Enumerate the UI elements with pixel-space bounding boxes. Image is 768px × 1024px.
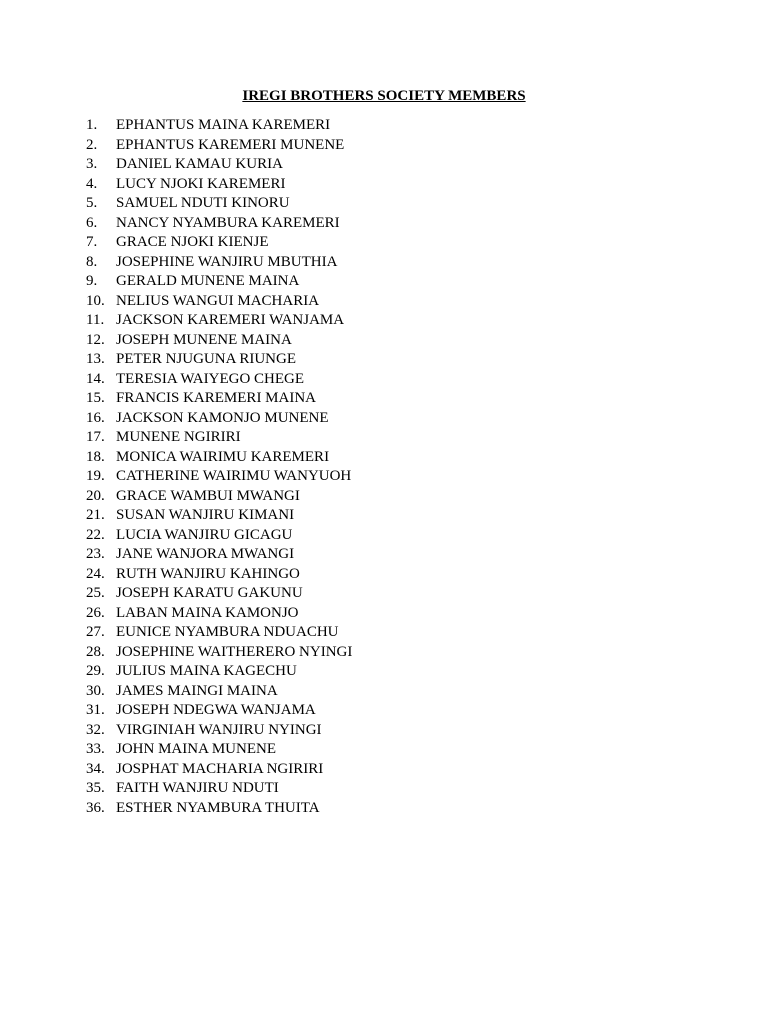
member-name: GERALD MUNENE MAINA bbox=[116, 273, 300, 289]
list-item bbox=[86, 682, 352, 702]
member-number: 11. bbox=[86, 312, 105, 328]
list-item bbox=[86, 799, 352, 819]
member-number: 8. bbox=[86, 253, 98, 270]
member-number: 17. bbox=[86, 429, 105, 445]
member-number: 22. bbox=[86, 526, 105, 543]
member-number: 28. bbox=[86, 643, 105, 660]
member-list bbox=[86, 116, 352, 818]
member-number: 7. bbox=[86, 234, 98, 250]
list-item bbox=[86, 487, 352, 507]
member-number: 27. bbox=[86, 624, 105, 640]
member-number: 33. bbox=[86, 741, 105, 757]
member-number: 23. bbox=[86, 546, 105, 562]
list-item bbox=[86, 116, 352, 136]
member-name: JANE WANJORA MWANGI bbox=[116, 546, 295, 562]
member-name: JOSEPH MUNENE MAINA bbox=[116, 331, 292, 348]
member-number: 20. bbox=[86, 487, 105, 504]
member-number: 15. bbox=[86, 390, 105, 406]
list-item bbox=[86, 604, 352, 624]
member-name: CATHERINE WAIRIMU WANYUOH bbox=[116, 468, 352, 484]
member-name: JACKSON KAMONJO MUNENE bbox=[116, 409, 329, 426]
member-name: GRACE NJOKI KIENJE bbox=[116, 234, 269, 250]
member-number: 3. bbox=[86, 156, 98, 172]
member-number: 14. bbox=[86, 370, 105, 387]
list-item bbox=[86, 155, 352, 175]
list-item bbox=[86, 526, 352, 546]
member-name: RUTH WANJIRU KAHINGO bbox=[116, 565, 300, 582]
list-item bbox=[86, 409, 352, 429]
list-item bbox=[86, 545, 352, 565]
list-item bbox=[86, 467, 352, 487]
member-number: 12. bbox=[86, 331, 105, 348]
list-item bbox=[86, 701, 352, 721]
member-name: PETER NJUGUNA RIUNGE bbox=[116, 351, 296, 367]
member-number: 30. bbox=[86, 682, 105, 699]
member-name: VIRGINIAH WANJIRU NYINGI bbox=[116, 721, 322, 738]
member-number: 25. bbox=[86, 585, 105, 601]
member-number: 1. bbox=[86, 117, 98, 133]
member-number: 19. bbox=[86, 468, 105, 484]
member-number: 21. bbox=[86, 507, 105, 523]
member-number: 9. bbox=[86, 273, 98, 289]
list-item bbox=[86, 584, 352, 604]
member-number: 4. bbox=[86, 175, 98, 192]
member-name: JOHN MAINA MUNENE bbox=[116, 741, 276, 757]
member-number: 6. bbox=[86, 214, 98, 231]
member-name: MONICA WAIRIMU KAREMERI bbox=[116, 448, 330, 465]
list-item bbox=[86, 175, 352, 195]
member-name: JULIUS MAINA KAGECHU bbox=[116, 663, 297, 679]
member-name: JOSEPHINE WANJIRU MBUTHIA bbox=[116, 253, 338, 270]
member-name: JOSEPH NDEGWA WANJAMA bbox=[116, 702, 316, 718]
list-item bbox=[86, 331, 352, 351]
member-name: FRANCIS KAREMERI MAINA bbox=[116, 390, 317, 406]
list-item bbox=[86, 272, 352, 292]
member-name: EPHANTUS MAINA KAREMERI bbox=[116, 117, 331, 133]
member-number: 5. bbox=[86, 195, 98, 211]
member-name: JOSEPHINE WAITHERERO NYINGI bbox=[116, 643, 353, 660]
list-item bbox=[86, 292, 352, 312]
list-item bbox=[86, 428, 352, 448]
member-number: 26. bbox=[86, 604, 105, 621]
list-item bbox=[86, 214, 352, 234]
member-number: 2. bbox=[86, 136, 98, 153]
list-item bbox=[86, 253, 352, 273]
member-number: 31. bbox=[86, 702, 105, 718]
member-name: EUNICE NYAMBURA NDUACHU bbox=[116, 624, 339, 640]
list-item bbox=[86, 389, 352, 409]
member-number: 24. bbox=[86, 565, 105, 582]
member-name: FAITH WANJIRU NDUTI bbox=[116, 780, 279, 796]
list-item bbox=[86, 370, 352, 390]
list-item bbox=[86, 643, 352, 663]
member-name: LABAN MAINA KAMONJO bbox=[116, 604, 299, 621]
member-number: 16. bbox=[86, 409, 105, 426]
list-item bbox=[86, 662, 352, 682]
list-item bbox=[86, 623, 352, 643]
list-item bbox=[86, 448, 352, 468]
member-name: TERESIA WAIYEGO CHEGE bbox=[116, 370, 305, 387]
member-number: 10. bbox=[86, 292, 105, 309]
member-name: GRACE WAMBUI MWANGI bbox=[116, 487, 300, 504]
list-item bbox=[86, 350, 352, 370]
list-item bbox=[86, 233, 352, 253]
member-name: ESTHER NYAMBURA THUITA bbox=[116, 799, 320, 816]
member-name: JOSEPH KARATU GAKUNU bbox=[116, 585, 303, 601]
list-item bbox=[86, 194, 352, 214]
member-name: NELIUS WANGUI MACHARIA bbox=[116, 292, 320, 309]
page-title: IREGI BROTHERS SOCIETY MEMBERS bbox=[242, 88, 526, 104]
list-item bbox=[86, 740, 352, 760]
member-name: EPHANTUS KAREMERI MUNENE bbox=[116, 136, 345, 153]
member-name: MUNENE NGIRIRI bbox=[116, 429, 241, 445]
member-name: SUSAN WANJIRU KIMANI bbox=[116, 507, 295, 523]
member-number: 29. bbox=[86, 663, 105, 679]
member-name: LUCIA WANJIRU GICAGU bbox=[116, 526, 293, 543]
member-number: 35. bbox=[86, 780, 105, 796]
member-name: JACKSON KAREMERI WANJAMA bbox=[116, 312, 345, 328]
member-name: JAMES MAINGI MAINA bbox=[116, 682, 278, 699]
member-name: JOSPHAT MACHARIA NGIRIRI bbox=[116, 760, 324, 777]
list-item bbox=[86, 311, 352, 331]
member-name: LUCY NJOKI KAREMERI bbox=[116, 175, 286, 192]
list-item bbox=[86, 779, 352, 799]
list-item bbox=[86, 760, 352, 780]
member-name: SAMUEL NDUTI KINORU bbox=[116, 195, 290, 211]
list-item bbox=[86, 721, 352, 741]
list-item bbox=[86, 506, 352, 526]
member-number: 32. bbox=[86, 721, 105, 738]
list-item bbox=[86, 136, 352, 156]
member-name: DANIEL KAMAU KURIA bbox=[116, 156, 283, 172]
member-number: 34. bbox=[86, 760, 105, 777]
member-number: 36. bbox=[86, 799, 105, 816]
member-number: 18. bbox=[86, 448, 105, 465]
member-number: 13. bbox=[86, 351, 105, 367]
member-name: NANCY NYAMBURA KAREMERI bbox=[116, 214, 340, 231]
list-item bbox=[86, 565, 352, 585]
